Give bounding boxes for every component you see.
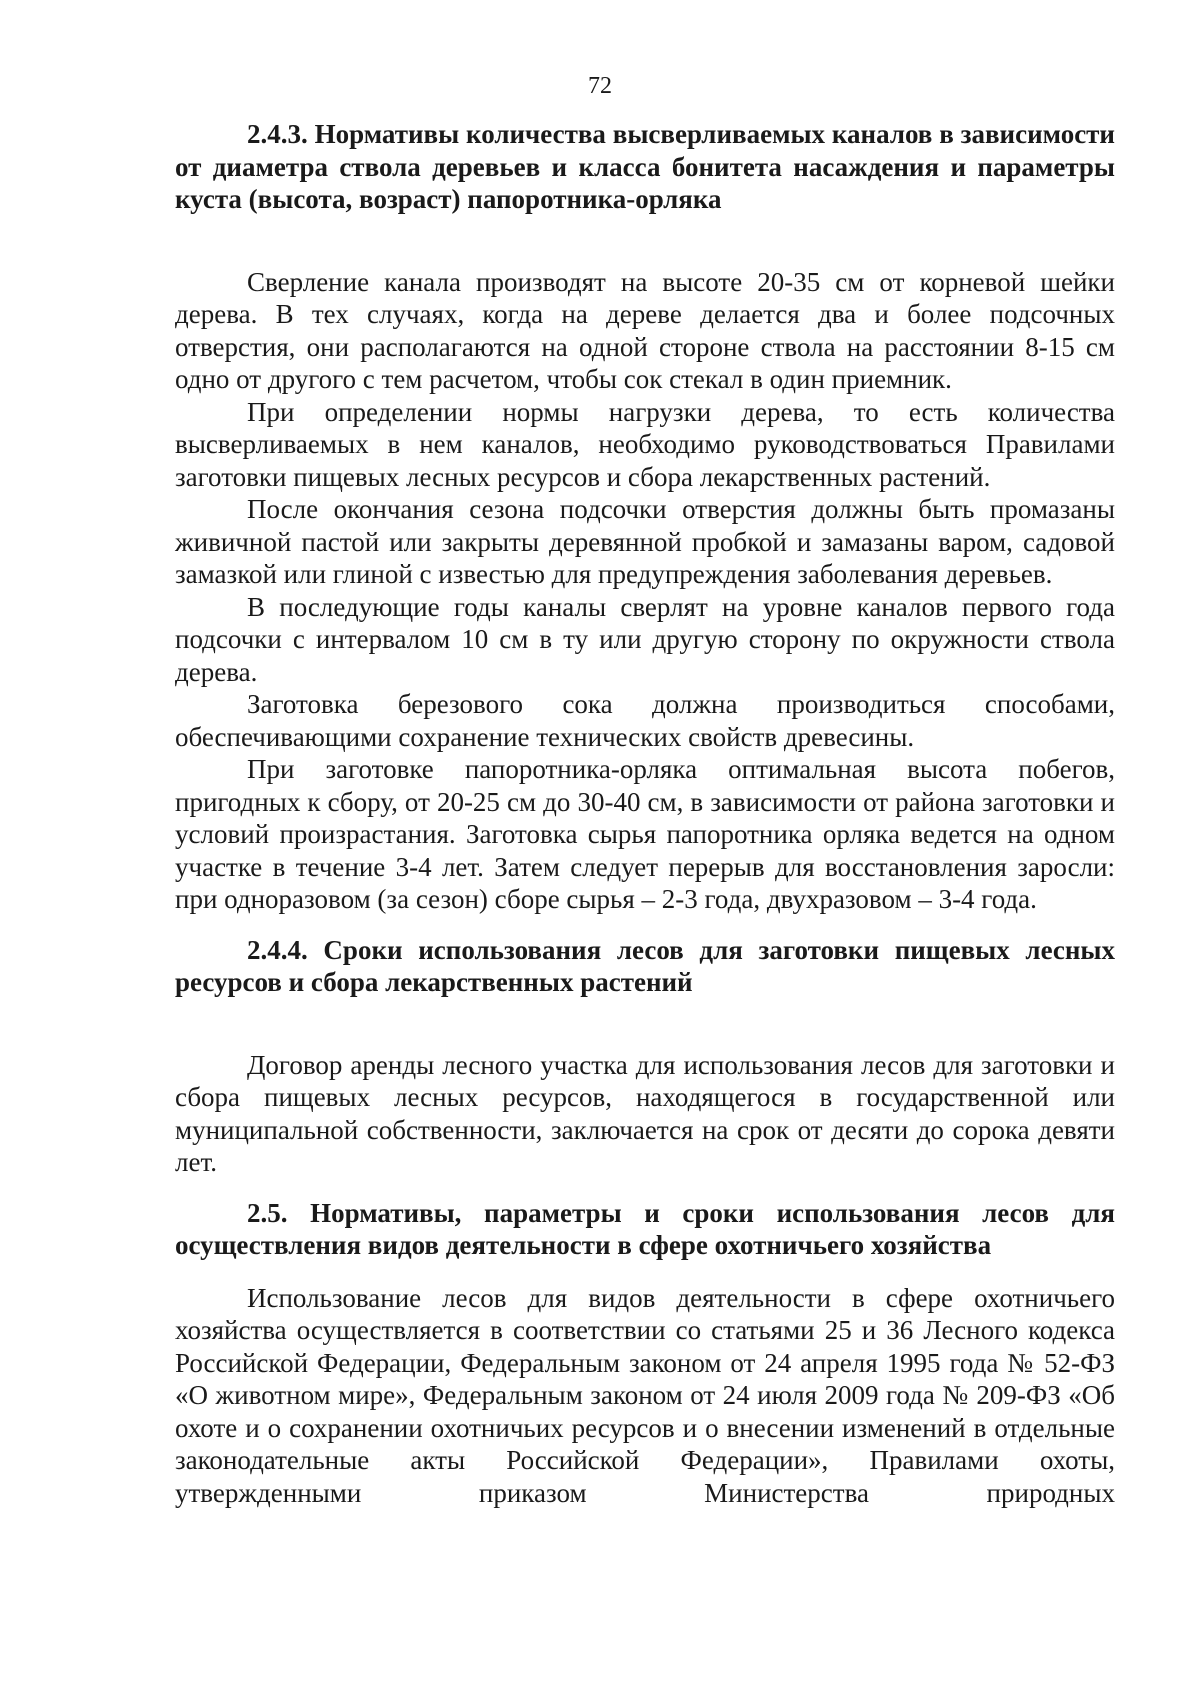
section-heading-2-4-4: 2.4.4. Сроки использования лесов для заготовки пищевых лесных ресурсов и сбора лекарственных растений <box>175 934 1115 997</box>
page-content <box>175 118 1115 1509</box>
paragraph: Заготовка березового сока должна производиться способами, обеспечивающими сохранение технических свойств древесины. <box>175 689 1115 752</box>
paragraph: Сверление канала производят на высоте 20-35 см от корневой шейки дерева. В тех случаях, когда на дереве делается два и более подсочных отверстия, они располагаются на одной стороне ствола на расстоянии 8-15 см одно от другого с тем расчетом, чтобы сок стекал в один приемник. <box>175 266 1115 394</box>
paragraph: Использование лесов для видов деятельности в сфере охотничьего хозяйства осуществляется в соответствии со статьями 25 и 36 Лесного кодекса Российской Федерации, Федеральным законом от 24 апреля 1995 года № 52-ФЗ «О животном мире», Федеральным законом от 24 июля 2009 года № 209-ФЗ «Об охоте и о сохранении охотничьих ресурсов и о внесении изменений в отдельные законодательные акты Российской Федерации», Правилами охоты, утвержденными приказом Министерства природных <box>175 1282 1115 1508</box>
section-heading-2-4-3: 2.4.3. Нормативы количества высверливаемых каналов в зависимости от диаметра ствола деревьев и класса бонитета насаждения и параметры куста (высота, возраст) папоротника-орляка <box>175 119 1115 214</box>
section-heading-2-5: 2.5. Нормативы, параметры и сроки использования лесов для осуществления видов деятельности в сфере охотничьего хозяйства <box>175 1197 1115 1260</box>
paragraph: При определении нормы нагрузки дерева, то есть количества высверливаемых в нем каналов, необходимо руководствоваться Правилами заготовки пищевых лесных ресурсов и сбора лекарственных растений. <box>175 396 1115 492</box>
paragraph: После окончания сезона подсочки отверстия должны быть промазаны живичной пастой или закрыты деревянной пробкой и замазаны варом, садовой замазкой или глиной с известью для предупреждения заболевания деревьев. <box>175 494 1115 589</box>
page-number: 72 <box>588 73 612 99</box>
paragraph: При заготовке папоротника-орляка оптимальная высота побегов, пригодных к сбору, от 20-25 см до 30-40 см, в зависимости от района заготовки и условий произрастания. Заготовка сырья папоротника орляка ведется на одном участке в течение 3-4 лет. Затем следует перерыв для восстановления заросли: при одноразовом (за сезон) сборе сырья – 2-3 года, двухразовом – 3-4 года. <box>175 754 1115 914</box>
paragraph: В последующие годы каналы сверлят на уровне каналов первого года подсочки с интервалом 10 см в ту или другую сторону по окружности ствола дерева. <box>175 591 1115 687</box>
paragraph: Договор аренды лесного участка для использования лесов для заготовки и сбора пищевых лесных ресурсов, находящегося в государственной или муниципальной собственности, заключается на срок от десяти до сорока девяти лет. <box>175 1049 1115 1177</box>
